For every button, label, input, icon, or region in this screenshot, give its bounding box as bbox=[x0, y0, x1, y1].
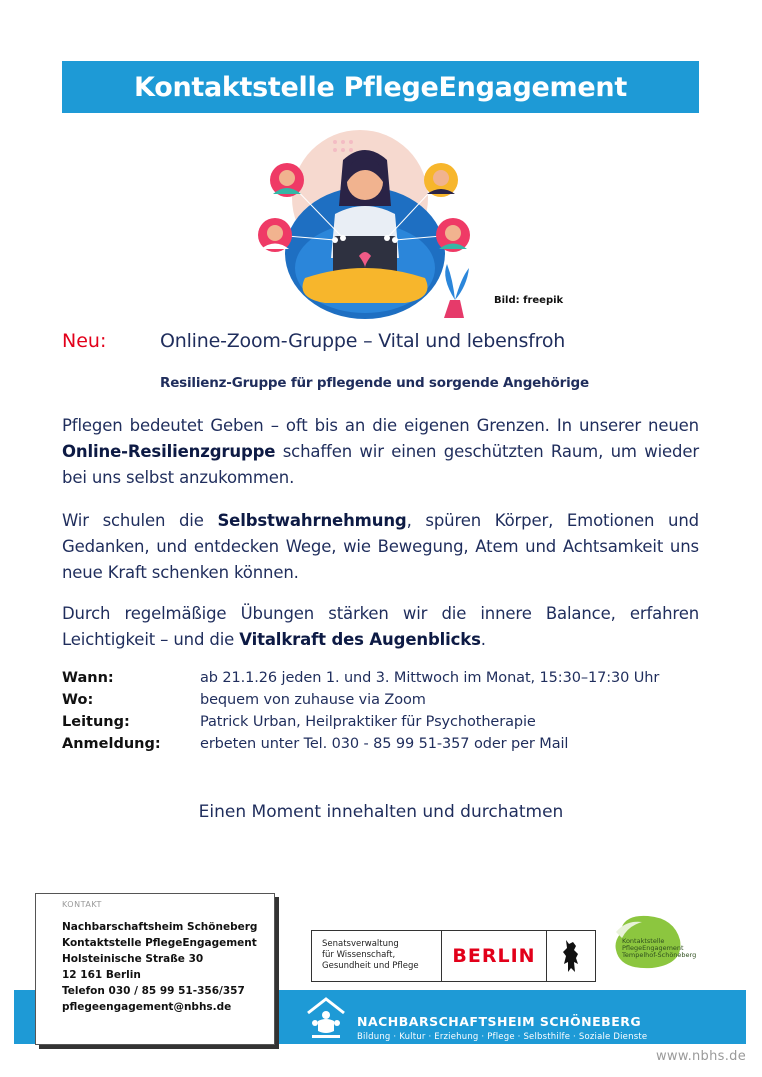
paragraph-text: Pflegen bedeutet Geben – oft bis an die eigenen Grenzen. In unserer neuen bbox=[62, 416, 699, 435]
detail-label: Anmeldung: bbox=[62, 736, 161, 752]
page-title: Kontaktstelle PflegeEngagement bbox=[134, 71, 627, 103]
nbhs-logo-icon bbox=[304, 995, 348, 1041]
header-banner bbox=[62, 61, 699, 113]
senat-line: für Wissenschaft, bbox=[322, 950, 396, 960]
detail-row-registration bbox=[62, 736, 712, 758]
berlin-bear-icon bbox=[547, 931, 595, 981]
detail-value: bequem von zuhause via Zoom bbox=[200, 692, 426, 708]
detail-label: Wo: bbox=[62, 692, 94, 708]
paragraph-text: , spüren Körper, Emotionen und Gedanken, und entdecken Wege, wie Bewegung, Atem und Achtsamkeit uns neue Kraft schenken können. bbox=[62, 511, 699, 582]
senat-line: Senatsverwaltung bbox=[322, 939, 399, 949]
contact-line: Nachbarschaftsheim Schöneberg bbox=[62, 921, 258, 933]
sponsor-logo bbox=[311, 930, 596, 982]
paragraph-intro bbox=[62, 413, 699, 491]
contact-line: 12 161 Berlin bbox=[62, 969, 141, 981]
berlin-wordmark: BERLIN bbox=[442, 931, 547, 981]
paragraph-text: Wir schulen die bbox=[62, 511, 218, 530]
image-credit: Bild: freepik bbox=[494, 295, 564, 306]
paragraph-content bbox=[62, 508, 699, 586]
contact-heading: KONTAKT bbox=[62, 900, 102, 909]
new-label: Neu: bbox=[62, 330, 107, 352]
illustration-woman-laptop bbox=[255, 128, 485, 320]
highlight-text: Online-Resilienzgruppe bbox=[62, 442, 276, 461]
paragraph-text: schaffen wir einen geschützten Raum, um wieder bei uns selbst anzukommen. bbox=[62, 442, 699, 487]
highlight-text: Selbstwahrnehmung bbox=[217, 511, 407, 530]
footer-org-name: NACHBARSCHAFTSHEIM SCHÖNEBERG bbox=[357, 1014, 642, 1029]
detail-row-when bbox=[62, 670, 712, 692]
contact-box bbox=[35, 893, 275, 1045]
senat-line: Gesundheit und Pflege bbox=[322, 961, 419, 971]
detail-value: Patrick Urban, Heilpraktiker für Psychotherapie bbox=[200, 714, 536, 730]
paragraph-benefits bbox=[62, 601, 699, 653]
paragraph-text: Durch regelmäßige Übungen stärken wir die innere Balance, erfahren Leichtigkeit – und die bbox=[62, 604, 699, 649]
event-title: Online-Zoom-Gruppe – Vital und lebensfroh bbox=[160, 330, 566, 352]
contact-line: Kontaktstelle PflegeEngagement bbox=[62, 937, 257, 949]
website-link[interactable]: www.nbhs.de bbox=[655, 1049, 746, 1064]
green-logo-line: Kontaktstelle bbox=[622, 937, 665, 945]
detail-row-where bbox=[62, 692, 712, 714]
detail-label: Wann: bbox=[62, 670, 114, 686]
senat-text bbox=[312, 931, 442, 981]
paragraph-text: . bbox=[480, 630, 486, 649]
motto: Einen Moment innehalten und durchatmen bbox=[198, 802, 564, 822]
event-details bbox=[62, 670, 712, 758]
contact-phone: Telefon 030 / 85 99 51-356/357 bbox=[62, 985, 245, 997]
contact-email[interactable]: pflegeengagement@nbhs.de bbox=[62, 1001, 232, 1013]
detail-value: ab 21.1.26 jeden 1. und 3. Mittwoch im Monat, 15:30–17:30 Uhr bbox=[200, 670, 660, 686]
event-subtitle: Resilienz-Gruppe für pflegende und sorgende Angehörige bbox=[160, 375, 589, 391]
green-logo-line: Tempelhof-Schöneberg bbox=[622, 951, 697, 959]
detail-value: erbeten unter Tel. 030 - 85 99 51-357 oder per Mail bbox=[200, 736, 569, 752]
green-logo-text bbox=[622, 938, 696, 959]
highlight-text: Vitalkraft des Augenblicks bbox=[239, 630, 481, 649]
contact-line: Holsteinische Straße 30 bbox=[62, 953, 204, 965]
detail-label: Leitung: bbox=[62, 714, 130, 730]
detail-row-lead bbox=[62, 714, 712, 736]
green-logo-line: PflegeEngagement bbox=[622, 944, 684, 952]
footer-tagline: Bildung · Kultur · Erziehung · Pflege · Selbsthilfe · Soziale Dienste bbox=[357, 1032, 648, 1042]
